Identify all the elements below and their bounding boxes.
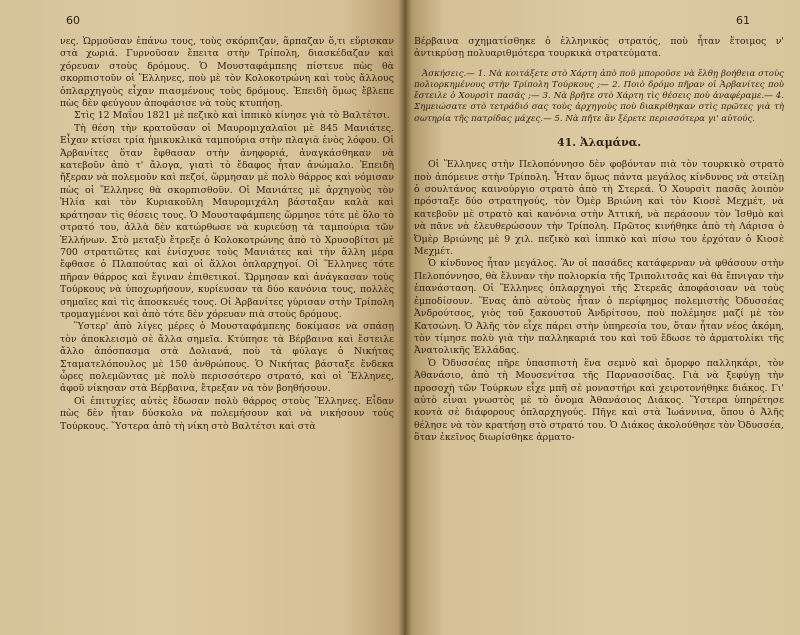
exercises-block: Ἀσκήσεις.— 1. Νὰ κοιτάξετε στὸ Χάρτη ἀπὸ ποῦ μποροῦσε νὰ ἔλθῃ βοήθεια στοὺς πολιορκημένους στὴν Τρίπολη Τούρκους ;— 2. Ποιὸ δρόμο πῆραν οἱ Ἀρβανίτες ποὺ ἔστειλε ὁ Χουρσὶτ πασᾶς ;— 3. Νὰ βρῆτε στὸ Χάρτη τὶς θέσεις ποὺ ἀναφέραμε.— 4. Σημειώσατε στὸ τετράδιό σας τοὺς ἀρχηγοὺς ποὺ διακρίθηκαν στὶς πρῶτες γιὰ τὴ σωτηρία τῆς πατρίδας μάχες.— 5. Νὰ πῆτε ἂν ξέρετε περισσότερα γι' αὐτούς.: [414, 68, 784, 124]
right-page-text: [414, 36, 784, 445]
right-intro-paragraph: Βέρβαινα σχηματίσθηκε ὁ ἑλληνικὸς στρατός, ποὺ ἦταν ἕτοιμος ν' ἀντικρύσῃ πολυαριθμότερα τουρκικὰ στρατεύματα.: [414, 36, 784, 60]
page-number-right: 61: [736, 14, 750, 27]
right-paragraph-2: Ὁ κίνδυνος ἦταν μεγάλος. Ἂν οἱ πασάδες κατάφερναν νὰ φθάσουν στὴν Πελοπόννησο, θὰ ἔλυναν τὴν πολιορκία τῆς Τριπολιτσᾶς καὶ θὰ ἔπνιγαν τὴν ἐπανάσταση. Οἱ Ἕλληνες ὁπλαρχηγοὶ τῆς Στερεᾶς ἀποφάσισαν νὰ τοὺς ἐμποδίσουν. Ἕνας ἀπὸ αὐτοὺς ἦταν ὁ περίφημος πολεμιστὴς Ὀδυσσέας Ἀνδρούτσος, γιὸς τοῦ ξακουστοῦ Ἀνδρίτσου, ποὺ πολέμησε μαζί μὲ τὸν Κατσώνη. Ὁ Ἀλῆς τὸν εἶχε πάρει στὴν ὑπηρεσία του, ὅταν ἦταν νέος ἀκόμη, τὸν τίμησε πολὺ γιὰ τὴν παλληκαριά του καὶ τοῦ ἔδωσε τὸ ἀρματολίκι τῆς Ἀνατολικῆς Ἑλλάδας.: [414, 258, 784, 357]
left-paragraph-2: Στὶς 12 Μαΐου 1821 μὲ πεζικὸ καὶ ἱππικὸ κίνησε γιὰ τὸ Βαλτέτσι.: [74, 110, 390, 122]
right-paragraph-1: Οἱ Ἕλληνες στὴν Πελοπόννησο δὲν φοβόνταν πιὰ τὸν τουρκικὸ στρατὸ ποὺ ἀπόμεινε στὴν Τρίπολη. Ἦταν ὅμως πάντα μεγάλος κίνδυνος νὰ στείλῃ ὁ σουλτάνος καινούργιο στρατὸ ἀπὸ τὴ Στερεά. Ὁ Χουρσὶτ πασᾶς λοιπὸν πρόσταξε δύο στρατηγούς, τὸν Ὀμὲρ Βριώνη καὶ τὸν Κιοσὲ Μεχμέτ, νὰ κατεβοῦν μὲ στρατὸ καὶ κανόνια στὴν Ἀττική, νὰ περάσουν τὸν Ἰσθμὸ καὶ νὰ πᾶνε νὰ ἐλευθερώσουν τὴν Τρίπολη. Πρῶτος κινήθηκε ἀπὸ τὴ Λάρισα ὁ Ὀμὲρ Βριώνης μὲ 9 χιλ. πεζικὸ καὶ ἱππικὸ καὶ πίσω του ἐρχόταν ὁ Κιοσὲ Μεχμέτ.: [414, 159, 784, 258]
page-number-left: 60: [66, 14, 80, 27]
left-paragraph-3: Τὴ θέση τὴν κρατοῦσαν οἱ Μαυρομιχαλαῖοι μὲ 845 Μανιάτες. Εἶχαν κτίσει τρία ἡμικυκλικὰ ταμπούρια στὴν πλαγιὰ ἑνὸς λόφου. Οἱ Ἀρβανίτες ὅταν ἔφθασαν στὴν ἀνηφοριά, ἀναγκάσθηκαν νὰ κατεβοῦν ἀπὸ τ' ἄλογα, γιατὶ τὸ ἔδαφος ἦταν ἀνώμαλο. Ἐπειδὴ ἤξεραν νὰ πολεμοῦν καὶ πεζοί, ὥρμησαν μὲ πολὺ θάρρος καὶ νόμισαν πὼς οἱ Ἕλληνες θὰ σκορπισθοῦν. Οἱ Μανιάτες μὲ ἀρχηγοὺς τὸν Ἠλία καὶ τὸν Κυριακοῦλη Μαυρομιχάλη βάσταξαν καλὰ καὶ κράτησαν τὶς θέσεις τους. Ὁ Μουσταφάμπεης ὥρμησε τότε μὲ ὅλο τὸ στρατό του, ἀλλὰ δὲν κατώρθωσε νὰ κυριεύσῃ τὰ ταμπούρια τῶν Ἑλλήνων. Στὸ μεταξὺ ἔτρεξε ὁ Κολοκοτρώνης ἀπὸ τὸ Χρυσοβίτσι μὲ 700 στρατιῶτες καὶ ἐνίσχυσε τοὺς Μανιάτες καὶ τὴν ἄλλη μέρα ἔφθασε ὁ Πλαπούτας καὶ οἱ ἄλλοι ὁπλαρχηγοί. Οἱ Ἕλληνες τότε πῆραν θάρρος καὶ ἔγιναν ἐπιθετικοί. Ὥρμησαν καὶ ἀνάγκασαν τοὺς Τούρκους νὰ ὑποχωρήσουν, κυρίευσαν τὰ δύο κανόνια τους, πολλὲς σημαῖες καὶ τὶς ἀποσκευές τους. Οἱ Ἀρβανίτες γύρισαν στὴν Τρίπολη τρομαγμένοι καὶ ἀπὸ τότε δὲν χόρευαν πιὰ στοὺς δρόμους.: [60, 122, 394, 320]
right-page: [404, 0, 800, 635]
left-paragraph-5: Οἱ ἐπιτυχίες αὐτὲς ἔδωσαν πολὺ θάρρος στοὺς Ἕλληνες. Εἶδαν πὼς δὲν ἦταν δύσκολο νὰ πολεμήσουν καὶ νὰ νικήσουν τοὺς Τούρκους. Ὕστερα ἀπὸ τὴ νίκη στὸ Βαλτέτσι καὶ στὰ: [60, 395, 394, 432]
left-page-text: [60, 36, 394, 433]
left-paragraph-4: Ὕστερ' ἀπὸ λίγες μέρες ὁ Μουσταφάμπεης δοκίμασε νὰ σπάσῃ τὸν ἀποκλεισμὸ σὲ ἄλλα σημεῖα. Κτύπησε τὰ Βέρβαινα καὶ ἔστειλε ἄλλο ἀπόσπασμα στὰ Δολιανά, ποὺ τὰ φύλαγε ὁ Νικήτας Σταματελόπουλος μὲ 150 ἀνθρώπους. Ὁ Νικήτας βάσταξε ἕνδεκα ὧρες πολεμῶντας μὲ πολὺ περισσότερο στρατό, καὶ οἱ Ἕλληνες, ἀφοῦ νίκησαν στὰ Βέρβαινα, ἔτρεξαν νὰ τὸν βοηθήσουν.: [60, 321, 394, 395]
section-title: 41. Ἀλαμάνα.: [556, 135, 642, 149]
book-gutter: [398, 0, 412, 635]
right-paragraph-3: Ὁ Ὀδυσσέας πῆρε ὑπασπιστὴ ἕνα σεμνὸ καὶ ὄμορφο παλληκάρι, τὸν Ἀθανάσιο, ἀπὸ τὴ Μουσενίτσα τῆς Παρνασσίδας. Γιὰ νὰ ξεφύγῃ τὴν προσοχὴ τῶν Τούρκων εἶχε μπῆ σὲ μοναστήρι καὶ χειροτονήθηκε διάκος. Γι' αὐτὸ εἶναι γνωστὸς μὲ τὸ ὄνομα Ἀθανάσιος Διάκος. Ὕστερα ὑπηρέτησε κοντὰ σὲ διάφορους ὁπλαρχηγούς. Πῆγε καὶ στὰ Ἰωάννινα, ὅπου ὁ Ἀλῆς θέλησε νὰ τὸν κρατήσῃ στὸ στρατό του. Ὁ Διάκος ἀκολούθησε τὸν Ὀδυσσέα, ὅταν ἐκεῖνος διωρίσθηκε ἁρματο-: [414, 357, 784, 444]
left-paragraph-1: νες. Ὡρμοῦσαν ἐπάνω τους, τοὺς σκόρπιζαν, ἅρπαζαν ὅ,τι εὕρισκαν στὰ χωριά. Γυρνοῦσαν ἔπειτα στὴν Τρίπολη, διασκέδαζαν καὶ χόρευαν στοὺς δρόμους. Ὁ Μουσταφάμπεης πίστευε πὼς θὰ σκορπιστοῦν οἱ Ἕλληνες, ποὺ μὲ τὸν Κολοκοτρώνη καὶ τοὺς ἄλλους ὁπλαρχηγοὺς εἶχαν πιασμένους τοὺς δρόμους. Ἐπειδὴ ὅμως ἔβλεπε πὼς δὲν φεύγουν ἀποφάσισε νὰ τοὺς κτυπήσῃ.: [60, 36, 394, 110]
